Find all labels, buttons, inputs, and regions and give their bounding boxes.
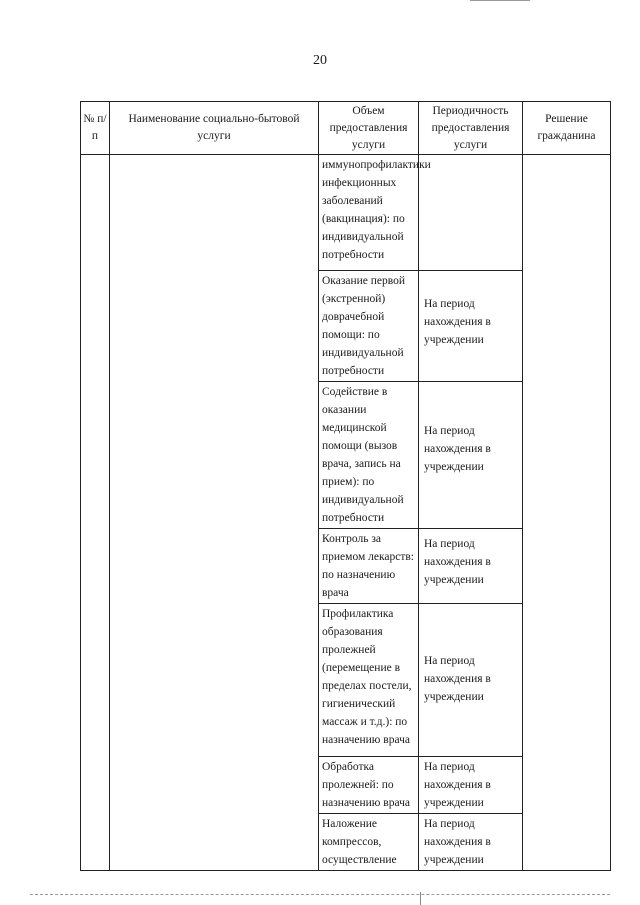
periodicity-text: На период нахождения в учреждении — [424, 761, 491, 809]
services-table — [80, 101, 611, 871]
header-service-name: Наименование социально-бытовой услуги — [110, 102, 319, 155]
service-name-cell — [110, 155, 319, 871]
periodicity-cell — [419, 155, 523, 271]
header-num: № п/п — [81, 102, 110, 155]
periodicity-cell — [419, 814, 523, 871]
volume-text: иммунопрофилактики инфекционных заболеваний (вакцинация): по индивидуальной потребности — [322, 159, 431, 261]
periodicity-cell — [419, 382, 523, 529]
periodicity-cell — [419, 604, 523, 757]
scan-mark — [470, 0, 530, 4]
volume-text: Контроль за приемом лекарств: по назначению врача — [322, 533, 414, 599]
header-volume: Объем предоставления услуги — [319, 102, 419, 155]
volume-cell — [319, 529, 419, 604]
volume-text: Наложение компрессов, осуществление — [322, 818, 397, 866]
scan-tick — [420, 892, 421, 905]
volume-cell — [319, 757, 419, 814]
periodicity-text — [419, 155, 522, 169]
periodicity-text: На период нахождения в учреждении — [424, 818, 491, 866]
volume-cell — [319, 271, 419, 382]
volume-text: Содействие в оказании медицинской помощи (вызов врача, запись на прием): по индивидуальной потребности — [322, 386, 404, 524]
periodicity-text: На период нахождения в учреждении — [424, 425, 491, 473]
periodicity-cell — [419, 757, 523, 814]
scan-line — [30, 894, 610, 895]
header-periodicity: Периодичность предоставления услуги — [419, 102, 523, 155]
num-cell — [81, 155, 110, 871]
periodicity-text: На период нахождения в учреждении — [424, 655, 491, 703]
periodicity-text: На период нахождения в учреждении — [424, 538, 491, 586]
volume-cell — [319, 604, 419, 757]
volume-text: Оказание первой (экстренной) доврачебной помощи: по индивидуальной потребности — [322, 275, 406, 377]
periodicity-cell — [419, 271, 523, 382]
volume-text: Обработка пролежней: по назначению врача — [322, 761, 410, 809]
volume-cell — [319, 382, 419, 529]
header-decision: Решение гражданина — [523, 102, 611, 155]
decision-cell — [523, 155, 611, 871]
page-number: 20 — [313, 53, 327, 68]
volume-cell — [319, 155, 431, 271]
periodicity-text: На период нахождения в учреждении — [424, 298, 491, 346]
table-row — [81, 155, 611, 271]
periodicity-cell — [419, 529, 523, 604]
table-header-row — [81, 102, 611, 155]
volume-cell — [319, 814, 419, 871]
volume-text: Профилактика образования пролежней (перемещение в пределах постели, гигиенический массаж и т.д.): по назначению врача — [322, 608, 412, 746]
